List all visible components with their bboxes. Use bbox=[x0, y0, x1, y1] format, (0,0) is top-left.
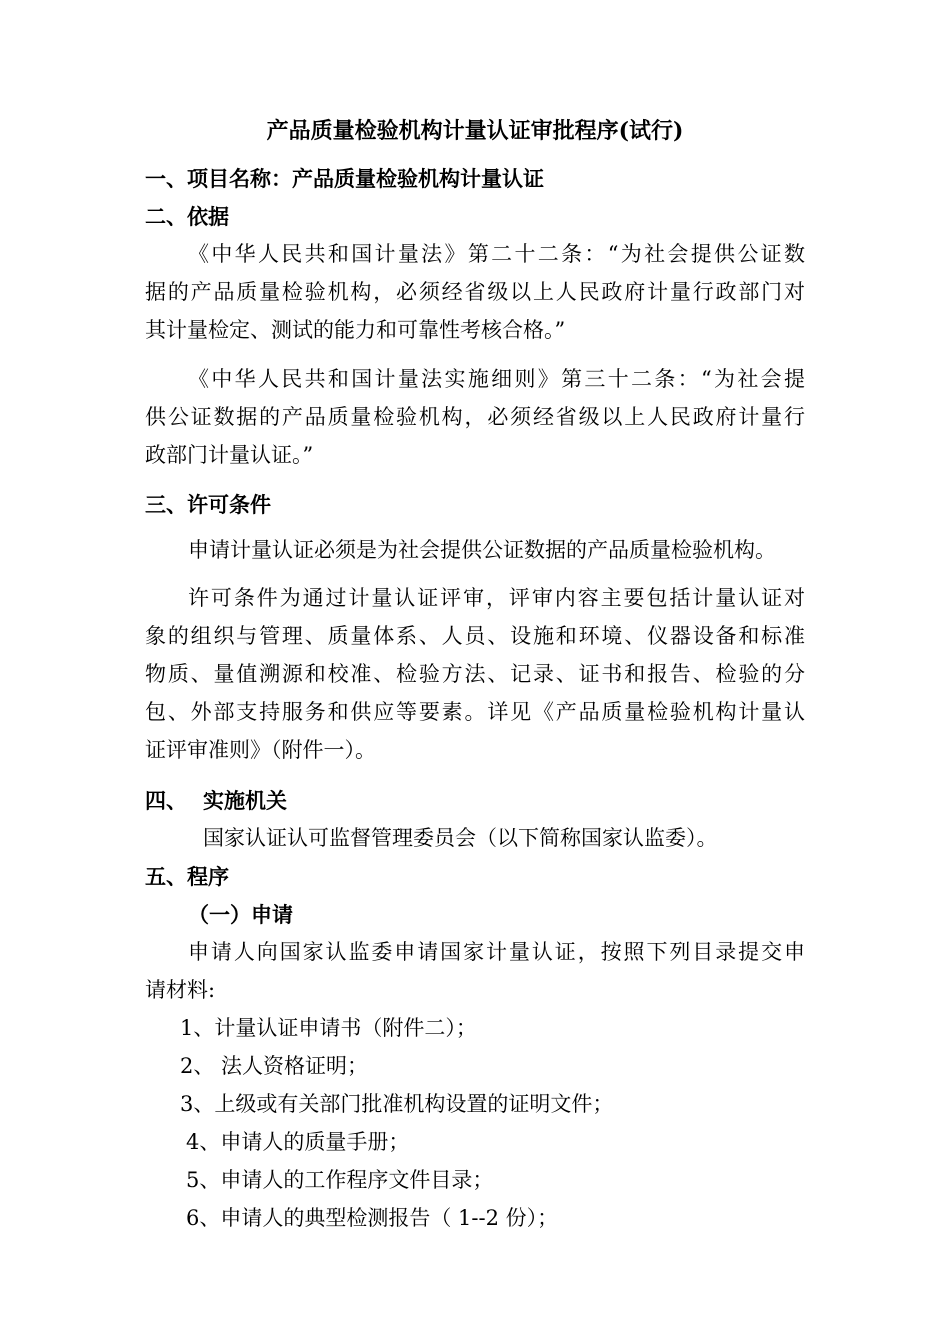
text-line: 据的产品质量检验机构，必须经省级以上人民政府计量行政部门对 bbox=[145, 280, 805, 304]
text-line: 证评审准则》（附件一）。 bbox=[145, 738, 376, 762]
text-line: 政部门计量认证。” bbox=[145, 443, 314, 467]
section-1-heading: 一、项目名称：产品质量检验机构计量认证 bbox=[145, 166, 544, 191]
list-item: 6、申请人的典型检测报告（ 1--2 份）； bbox=[186, 1206, 559, 1230]
list-item: 2、 法人资格证明； bbox=[180, 1054, 369, 1078]
list-item: 1、计量认证申请书（附件二）； bbox=[180, 1016, 477, 1040]
section-2-heading: 二、依据 bbox=[145, 204, 229, 229]
text-line: 包、外部支持服务和供应等要素。详见《产品质量检验机构计量认 bbox=[145, 700, 805, 724]
document-title: 产品质量检验机构计量认证审批程序(试行) bbox=[266, 118, 684, 144]
section-5-subheading: （一）申请 bbox=[188, 902, 293, 927]
list-item: 5、申请人的工作程序文件目录； bbox=[186, 1168, 494, 1192]
text-line: 请材料: bbox=[145, 978, 216, 1002]
text-line: 《中华人民共和国计量法》第二十二条：“为社会提供公证数 bbox=[188, 242, 805, 266]
section-3-heading: 三、许可条件 bbox=[145, 492, 271, 517]
section-4-number: 四、 bbox=[145, 788, 187, 813]
list-item: 3、上级或有关部门批准机构设置的证明文件； bbox=[180, 1092, 614, 1116]
text-line: 《中华人民共和国计量法实施细则》第三十二条：“为社会提 bbox=[188, 367, 805, 391]
section-4-title: 实施机关 bbox=[203, 788, 287, 813]
section-4-paragraph: 国家认证认可监督管理委员会（以下简称国家认监委）。 bbox=[203, 826, 718, 850]
text-line: 许可条件为通过计量认证评审，评审内容主要包括计量认证对 bbox=[188, 586, 805, 610]
text-line: 其计量检定、测试的能力和可靠性考核合格。” bbox=[145, 318, 566, 342]
list-item: 4、申请人的质量手册； bbox=[186, 1130, 410, 1154]
section-3-paragraph-1: 申请计量认证必须是为社会提供公证数据的产品质量检验机构。 bbox=[188, 538, 776, 562]
text-line: 象的组织与管理、质量体系、人员、设施和环境、仪器设备和标准 bbox=[145, 624, 805, 648]
text-line: 申请人向国家认监委申请国家计量认证，按照下列目录提交申 bbox=[188, 940, 805, 964]
text-line: 供公证数据的产品质量检验机构，必须经省级以上人民政府计量行 bbox=[145, 405, 805, 429]
text-line: 物质、量值溯源和校准、检验方法、记录、证书和报告、检验的分 bbox=[145, 662, 805, 686]
section-5-heading: 五、程序 bbox=[145, 864, 229, 889]
